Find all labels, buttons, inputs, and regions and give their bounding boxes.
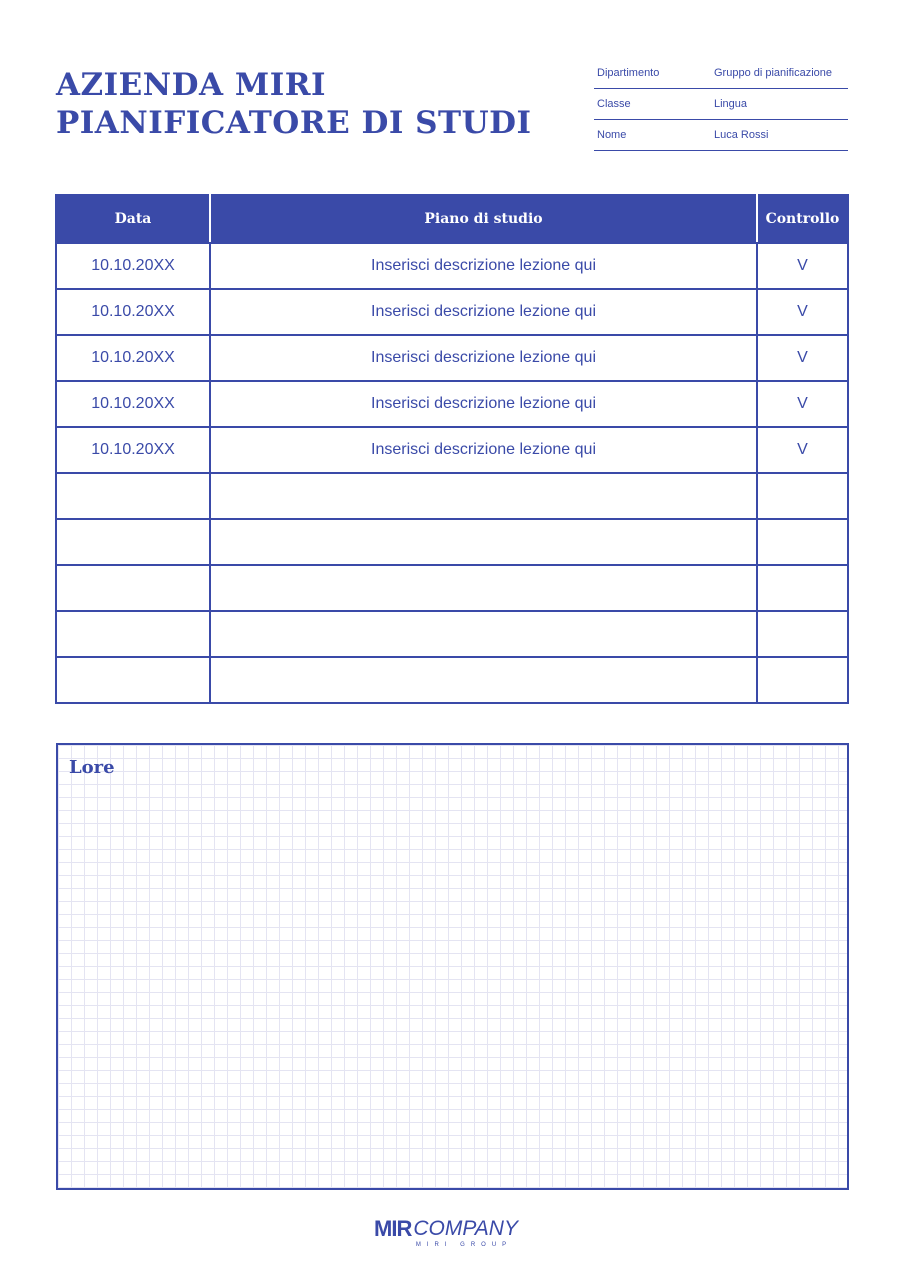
plan-cell[interactable]: Inserisci descrizione lezione qui — [210, 381, 757, 427]
info-label: Dipartimento — [594, 58, 711, 89]
column-header-plan: Piano di studio — [210, 195, 757, 243]
logo-company-text: COMPANY — [413, 1217, 518, 1240]
plan-cell[interactable] — [210, 657, 757, 703]
date-cell[interactable]: 10.10.20XX — [56, 427, 210, 473]
date-cell[interactable]: 10.10.20XX — [56, 243, 210, 289]
info-label: Classe — [594, 89, 711, 120]
info-row — [594, 120, 848, 151]
page-title — [56, 66, 532, 142]
info-label: Nome — [594, 120, 711, 151]
date-cell[interactable] — [56, 519, 210, 565]
table-row — [56, 565, 848, 611]
company-logo — [374, 1214, 534, 1254]
study-plan-table — [55, 194, 849, 704]
logo-group-text: MIRI GROUP — [415, 1242, 513, 1248]
plan-cell[interactable] — [210, 611, 757, 657]
column-header-check: Controllo — [757, 195, 848, 243]
plan-cell[interactable] — [210, 473, 757, 519]
plan-cell[interactable]: Inserisci descrizione lezione qui — [210, 289, 757, 335]
info-row — [594, 58, 848, 89]
table-row — [56, 657, 848, 703]
check-cell[interactable]: V — [757, 427, 848, 473]
date-cell[interactable] — [56, 657, 210, 703]
check-cell[interactable]: V — [757, 381, 848, 427]
date-cell[interactable]: 10.10.20XX — [56, 381, 210, 427]
check-cell[interactable] — [757, 565, 848, 611]
plan-cell[interactable] — [210, 565, 757, 611]
title-line-company: AZIENDA MIRI — [56, 67, 326, 103]
check-cell[interactable] — [757, 473, 848, 519]
plan-cell[interactable] — [210, 519, 757, 565]
column-header-date: Data — [56, 195, 210, 243]
date-cell[interactable] — [56, 565, 210, 611]
info-value[interactable]: Lingua — [711, 89, 848, 120]
logo-wordmark — [374, 1214, 534, 1240]
date-cell[interactable] — [56, 473, 210, 519]
table-row — [56, 335, 848, 381]
table-row — [56, 519, 848, 565]
info-table — [594, 58, 848, 151]
check-cell[interactable] — [757, 611, 848, 657]
info-value[interactable]: Gruppo di pianificazione — [711, 58, 848, 89]
check-cell[interactable]: V — [757, 243, 848, 289]
plan-cell[interactable]: Inserisci descrizione lezione qui — [210, 243, 757, 289]
check-cell[interactable]: V — [757, 289, 848, 335]
check-cell[interactable] — [757, 657, 848, 703]
check-cell[interactable]: V — [757, 335, 848, 381]
date-cell[interactable] — [56, 611, 210, 657]
check-cell[interactable] — [757, 519, 848, 565]
date-cell[interactable]: 10.10.20XX — [56, 289, 210, 335]
table-row — [56, 289, 848, 335]
table-header-row — [56, 195, 848, 243]
table-row — [56, 611, 848, 657]
table-row — [56, 427, 848, 473]
notes-grid-area[interactable] — [56, 743, 849, 1190]
plan-cell[interactable]: Inserisci descrizione lezione qui — [210, 427, 757, 473]
table-row — [56, 243, 848, 289]
title-line-planner: PIANIFICATORE DI STUDI — [56, 105, 532, 141]
logo-mark: MIR — [374, 1216, 412, 1241]
info-value[interactable]: Luca Rossi — [711, 120, 848, 151]
info-row — [594, 89, 848, 120]
notes-title: Lore — [69, 757, 115, 778]
table-row — [56, 381, 848, 427]
plan-cell[interactable]: Inserisci descrizione lezione qui — [210, 335, 757, 381]
date-cell[interactable]: 10.10.20XX — [56, 335, 210, 381]
table-row — [56, 473, 848, 519]
